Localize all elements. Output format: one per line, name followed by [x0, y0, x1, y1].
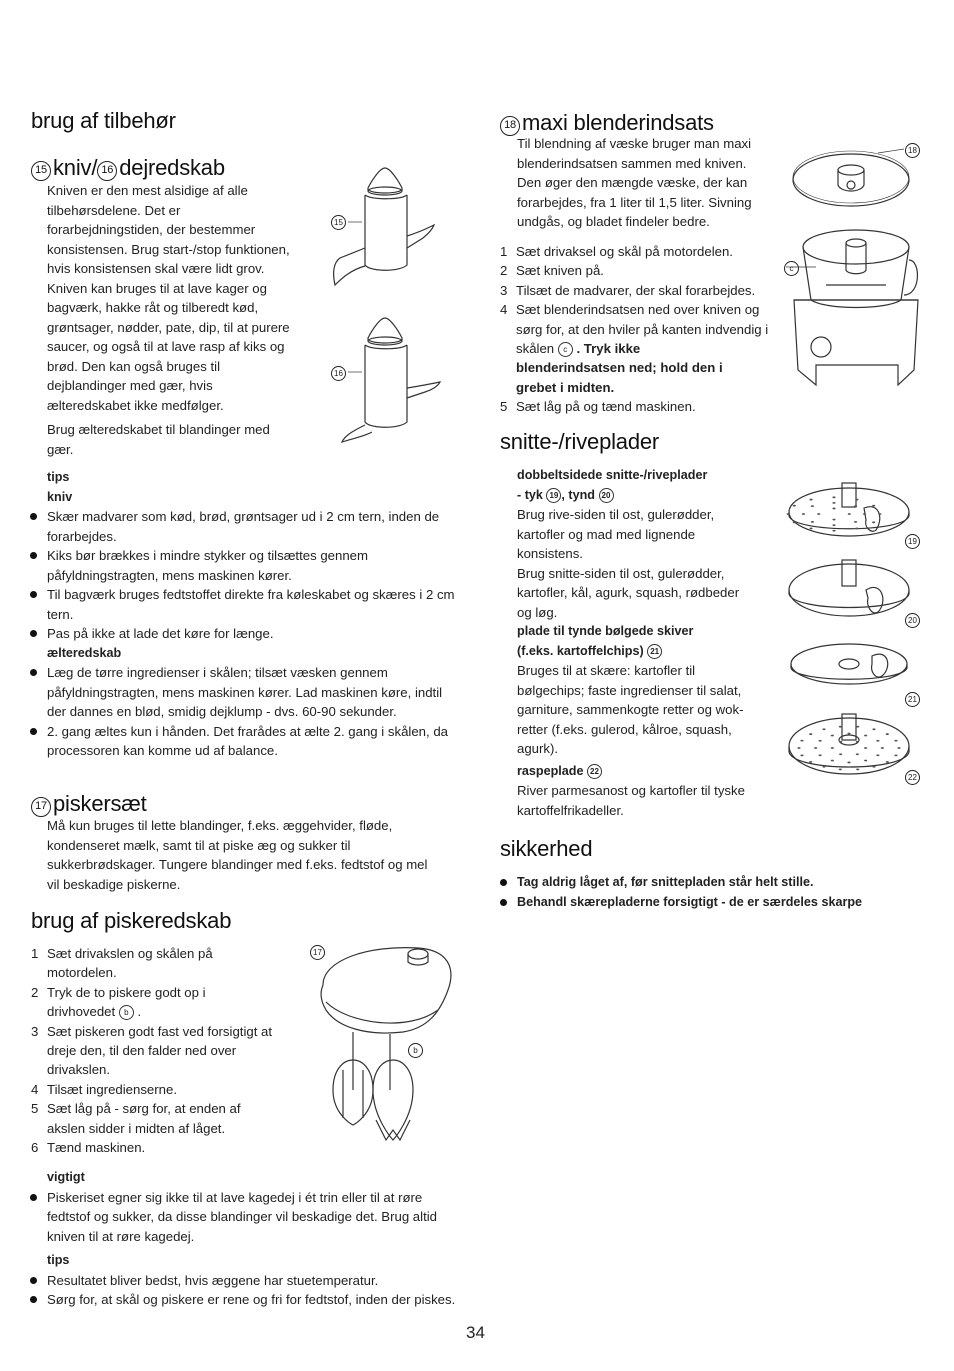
disc-hole	[855, 528, 858, 530]
dobbelt-text	[517, 505, 782, 622]
disc-hole	[839, 726, 842, 728]
maxi-intro-line: Den øger den mængde væske, der kan	[517, 175, 748, 190]
disc-hole	[831, 735, 834, 737]
dobbelt-label-2	[517, 486, 782, 506]
disc-hole	[856, 753, 859, 755]
maxi-intro-line: Til blendning af væske bruger man maxi	[517, 136, 752, 151]
disc-hole	[832, 524, 835, 526]
pisk-step-text: Sæt låg på - sørg for, at enden af	[47, 1101, 241, 1117]
maxi-intro-line: blenderindsatsen sammen med kniven.	[517, 155, 747, 171]
disc-hole	[811, 505, 814, 507]
disc-hole	[787, 513, 790, 515]
heading-kniv-dejredskab	[31, 155, 225, 181]
callout-15	[331, 215, 346, 230]
disc-hole	[819, 754, 822, 756]
raspe-label-text: raspeplade	[517, 763, 584, 778]
pisk-step	[31, 1080, 306, 1099]
disc-hole	[817, 513, 820, 515]
disc-hole	[832, 530, 835, 532]
boelge-text-line: bølgechips; faste ingredienser til salat,	[517, 682, 742, 698]
tips-aelte-item: Læg de tørre ingredienser i skålen; tilsæt væsken gennem påfyldningstragten, mens maskinen kører. Lad maskinen køre, indtil der dannes en blød, smidig dejklump - dvs. 60-90 sekunder.	[31, 663, 461, 722]
maxi-step-2-text: Sæt kniven på.	[516, 263, 604, 279]
boelge-text-line: garniture, sammenkogte retter og wok-	[517, 702, 744, 717]
heading-sikkerhed: sikkerhed	[500, 836, 593, 861]
dobbelt-text-line: konsistens.	[517, 546, 583, 561]
boelge-text-line: agurk).	[517, 741, 559, 756]
disc-hole	[872, 728, 875, 730]
kniv-para1-line: bagværk, hakke råt og tilberedt kød,	[47, 300, 259, 315]
pisk-tips-label: tips	[47, 1253, 70, 1267]
raspe-label	[517, 762, 782, 782]
heading-dejredskab-text: dejredskab	[119, 155, 225, 180]
maxi-step-4-bold2: blenderindsatsen ned; hold den i	[516, 360, 723, 376]
dobbelt-text-line: Brug rive-siden til ost, gulerødder,	[517, 507, 715, 522]
maxi-step-4-line3: skålen	[516, 341, 555, 357]
heading-snitte-riveplader: snitte-/riveplader	[500, 429, 660, 454]
pisk-step-text: drivhovedet	[47, 1004, 116, 1020]
disc-hole	[832, 502, 835, 504]
callout-18-label: 18	[905, 143, 920, 158]
disc-hole	[809, 733, 812, 735]
disc-hole	[797, 747, 800, 749]
kniv-description	[47, 181, 322, 459]
tips-section	[31, 468, 461, 761]
kniv-para1	[47, 181, 322, 415]
callout-21-label: 21	[905, 692, 920, 707]
piskersaet-text	[47, 816, 467, 894]
dobbelt-label-tynd: , tynd	[561, 487, 595, 502]
disc-hole	[872, 521, 875, 523]
callout-16	[331, 366, 346, 381]
pisk-step: 2 Tryk de to piskere godt op i drivhovedet b .	[31, 984, 206, 1020]
disc-hole	[832, 508, 835, 510]
disc-hole	[872, 505, 875, 507]
disc-hole	[832, 519, 835, 521]
callout-c-label: c	[784, 261, 799, 276]
pisk-step-num: 2	[31, 984, 39, 1000]
boelge-text	[517, 661, 782, 759]
maxi-intro-line: undgås, og bladet findeler bedre.	[517, 214, 710, 229]
heading-kniv-text: kniv/	[53, 155, 98, 180]
ref-c: c	[558, 342, 573, 357]
disc-hole	[831, 760, 834, 762]
pisk-step	[31, 1022, 306, 1080]
raspe-text-line: River parmesanost og kartofler til tyske	[517, 783, 745, 798]
maxi-step-4-bold1: . Tryk ikke	[576, 341, 641, 357]
maxi-intro-line: forarbejdes, fra 1 liter til 1,5 liter. Sivning	[517, 194, 752, 210]
maxi-step-3-num: 3	[500, 282, 508, 298]
pisk-step-num: 6	[31, 1140, 39, 1156]
callout-17	[310, 945, 325, 960]
piskersaet-text-line: Må kun bruges til lette blandinger, f.eks. æggehvider, fløde,	[47, 818, 393, 833]
disc-hole	[839, 768, 842, 770]
disc-hole	[881, 747, 884, 749]
maxi-step-5	[500, 397, 800, 416]
disc-hole	[878, 513, 881, 515]
callout-21	[905, 692, 920, 707]
dobbelt-text-line: kartofler, kål, agurk, squash, rødbeder	[517, 585, 740, 600]
ref-21: 21	[647, 644, 662, 659]
vigtigt-label: vigtigt	[47, 1170, 85, 1184]
pisk-step-num: 1	[31, 946, 39, 961]
tips-kniv-item: Til bagværk bruges fedtstoffet direkte fra køleskabet og skæres i 2 cm tern.	[31, 585, 461, 624]
knife-blade-illustration	[320, 160, 455, 305]
disc-hole	[864, 747, 867, 749]
heading-maxi-blenderindsats	[500, 110, 714, 136]
disc-hole	[809, 528, 812, 530]
disc-hole	[856, 741, 859, 743]
tips-aelte-label: ælteredskab	[47, 645, 122, 660]
kniv-para1-line: brød. Den kan også bruges til	[47, 358, 220, 374]
dough-tool-illustration	[320, 310, 455, 460]
disc-hole	[811, 521, 814, 523]
piskersaet-text-line: sukkerbrødskager. Tungere blandinger med f.eks. fedtstof og mel	[47, 857, 428, 872]
disc-hole	[793, 521, 796, 523]
piskeredskab-notes	[31, 1168, 461, 1310]
disc-hole	[847, 733, 850, 735]
heading-maxi-text: maxi blenderindsats	[522, 110, 714, 135]
kniv-para1-line: saucer, og også til at lave rasp af kiks og	[47, 339, 285, 354]
callout-22	[905, 770, 920, 785]
maxi-step-5-text: Sæt låg på og tænd maskinen.	[516, 399, 696, 415]
vigtigt-list	[31, 1188, 461, 1247]
tips-aelte-item: 2. gang æltes kun i hånden. Det frarådes at ælte 2. gang i skålen, da processoren kan komme ud af balance.	[31, 722, 461, 761]
raspe-text	[517, 781, 782, 820]
heading-piskersaet-text: piskersæt	[53, 791, 147, 816]
disc-hole	[822, 766, 825, 768]
maxi-step-2-num: 2	[500, 263, 508, 279]
disc-hole	[832, 496, 835, 498]
pisk-step-text: akslen sidder i midten af låget.	[47, 1120, 226, 1136]
tips-kniv-label: kniv	[47, 489, 73, 504]
pisk-step-num: 5	[31, 1101, 39, 1117]
callout-19-label: 19	[905, 534, 920, 549]
disc-hole	[864, 735, 867, 737]
kniv-para1-line: ælteredskabet ikke medfølger.	[47, 397, 224, 413]
ref-22: 22	[587, 764, 602, 779]
tips-kniv-item: Skær madvarer som kød, brød, grøntsager ud i 2 cm tern, inden de forarbejdes.	[31, 507, 461, 546]
maxi-step-1-num: 1	[500, 244, 508, 259]
whisk-illustration	[308, 940, 458, 1155]
kniv-para2-line: Brug ælteredskabet til blandinger med	[47, 422, 270, 437]
callout-b-label: b	[408, 1043, 423, 1058]
piskersaet-text-line: kondenseret mælk, samt til at piske æg og sukker til	[47, 837, 351, 853]
pisk-step-text: motordelen.	[47, 965, 117, 981]
callout-20-label: 20	[905, 613, 920, 628]
pisk-step-num: 3	[31, 1023, 39, 1039]
disc-hole	[831, 747, 834, 749]
ref-20: 20	[599, 488, 614, 503]
boelge-text-line: Bruges til at skære: kartofler til	[517, 663, 696, 678]
kniv-para1-line: grøntsager, nødder, pate, dip, til at purere	[47, 319, 290, 335]
dobbelt-text-line: kartofler og mad med lignende	[517, 526, 696, 542]
item-number-16: 16	[97, 161, 117, 181]
kniv-para1-line: tilbehørsdelene. Det er	[47, 202, 181, 218]
disc-hole	[894, 755, 897, 757]
maxi-step-4	[500, 300, 800, 397]
disc-hole	[848, 513, 851, 515]
ref-b: b	[119, 1005, 134, 1020]
disc-hole	[876, 754, 879, 756]
disc-hole	[863, 513, 866, 515]
vigtigt-item: Piskeriset egner sig ikke til at lave kagedej i ét trin eller til at røre fedtstof og sukker, da disse blandinger vil beskadige det. Brug altid kniven til at røre kagedej.	[31, 1188, 461, 1247]
disc-hole	[822, 728, 825, 730]
item-number-18: 18	[500, 116, 520, 136]
kniv-para2-line: gær.	[47, 441, 74, 457]
maxi-step-1	[500, 242, 800, 261]
callout-c	[784, 261, 799, 276]
disc-hole	[876, 740, 879, 742]
callout-18	[905, 143, 920, 158]
disc-hole	[872, 766, 875, 768]
pisk-step	[31, 944, 306, 983]
pisk-step-text: dreje den, til den falder ned over	[47, 1043, 237, 1059]
maxi-step-4-line1: Sæt blenderindsatsen ned over kniven og	[516, 302, 760, 318]
boelge-label-2	[517, 642, 782, 662]
boelge-label-text: (f.eks. kartoffelchips)	[517, 643, 644, 658]
pisk-step-text: drivakslen.	[47, 1062, 111, 1078]
callout-16-label: 16	[331, 366, 346, 381]
boelge-label-1: plade til tynde bølgede skiver	[517, 624, 694, 638]
kniv-para1-line: Kniven kan bruges til at lave kager og	[47, 280, 267, 296]
disc-hole	[839, 753, 842, 755]
disc-hole	[855, 499, 858, 501]
disc-hole	[886, 761, 889, 763]
kniv-para2	[47, 420, 322, 459]
pisk-step-text: Tryk de to piskere godt op i	[47, 984, 206, 1000]
maxi-step-4-bold3: grebet i midten.	[516, 379, 615, 395]
disc-hole	[856, 768, 859, 770]
disc-hole	[847, 762, 850, 764]
dobbelt-text-line: Brug snitte-siden til ost, gulerødder,	[517, 565, 725, 581]
pisk-step	[31, 1138, 306, 1157]
pisk-step-num: 4	[31, 1081, 39, 1097]
maxi-step-4-num: 4	[500, 302, 508, 318]
sikkerhed-item: Tag aldrig låget af, før snittepladen står helt stille.	[501, 873, 911, 893]
piskersaet-text-line: vil beskadige piskerne.	[47, 876, 181, 892]
ref-19: 19	[546, 488, 561, 503]
sikkerhed-item: Behandl skærepladerne forsigtigt - de er særdeles skarpe	[501, 893, 911, 913]
pisk-tips-item: Sørg for, at skål og piskere er rene og fri for fedtstof, inden der piskes.	[31, 1290, 461, 1310]
dobbelt-label-1: dobbeltsidede snitte-/riveplader	[517, 468, 708, 482]
pisk-step-text: Sæt piskeren godt fast ved forsigtigt at	[47, 1023, 273, 1039]
slicing-discs-illustration	[784, 478, 924, 788]
disc-hole	[809, 499, 812, 501]
piskeredskab-steps	[31, 944, 306, 1157]
kniv-para1-line: konsistensen. Brug start-/stop funktionen,	[47, 241, 290, 257]
disc-hole	[854, 505, 857, 507]
snitte-content	[517, 466, 782, 820]
raspe-text-line: kartoffelfrikadeller.	[517, 802, 624, 818]
callout-19	[905, 534, 920, 549]
disc-hole	[793, 505, 796, 507]
disc-hole	[864, 760, 867, 762]
disc-hole	[839, 741, 842, 743]
disc-hole	[854, 521, 857, 523]
callout-17-label: 17	[310, 945, 325, 960]
maxi-intro	[517, 134, 792, 232]
maxi-step-4-line2: sørg for, at den hviler på kanten indvendig i	[516, 321, 769, 337]
dobbelt-label-tyk: - tyk	[517, 487, 543, 502]
pisk-tips-item: Resultatet bliver bedst, hvis æggene har stuetemperatur.	[31, 1271, 461, 1291]
maxi-step-5-num: 5	[500, 399, 508, 415]
dobbelt-text-line: og løg.	[517, 604, 558, 620]
tips-aelte-list	[31, 663, 461, 761]
disc-hole	[856, 726, 859, 728]
boelge-text-line: retter (f.eks. gulerod, kålroe, squash,	[517, 721, 732, 737]
tips-label: tips	[47, 470, 70, 484]
pisk-step-text: Sæt drivakslen og skålen på	[47, 946, 213, 961]
tips-kniv-item: Pas på ikke at lade det køre for længe.	[31, 624, 461, 644]
tips-kniv-item: Kiks bør brækkes i mindre stykker og tilsættes gennem påfyldningstragten, mens maskinen kører.	[31, 546, 461, 585]
disc-hole	[894, 740, 897, 742]
tips-kniv-list	[31, 507, 461, 644]
callout-22-label: 22	[905, 770, 920, 785]
callout-b	[408, 1043, 423, 1058]
heading-brug-af-piskeredskab: brug af piskeredskab	[31, 908, 232, 933]
maxi-blender-illustration	[786, 135, 926, 405]
heading-piskersaet	[31, 791, 147, 817]
disc-hole	[819, 740, 822, 742]
callout-20	[905, 613, 920, 628]
disc-hole	[800, 755, 803, 757]
disc-hole	[802, 513, 805, 515]
item-number-17: 17	[31, 797, 51, 817]
heading-brug-af-tilbehor: brug af tilbehør	[31, 108, 176, 133]
disc-hole	[814, 747, 817, 749]
pisk-step	[31, 1099, 306, 1138]
kniv-para1-line: hvis konsistensen skal være lidt grov.	[47, 261, 265, 276]
disc-hole	[886, 733, 889, 735]
callout-15-label: 15	[331, 215, 346, 230]
disc-hole	[809, 761, 812, 763]
page-number: 34	[466, 1323, 485, 1342]
maxi-step-2	[500, 261, 800, 280]
pisk-step-text: Tænd maskinen.	[47, 1140, 146, 1156]
maxi-step-1-text: Sæt drivaksel og skål på motordelen.	[516, 244, 733, 259]
item-number-15: 15	[31, 161, 51, 181]
disc-hole	[800, 740, 803, 742]
disc-hole	[897, 747, 900, 749]
kniv-para1-line: forarbejdningstiden, der bestemmer	[47, 222, 256, 237]
kniv-para1-line: dejblandinger med gær, hvis	[47, 378, 213, 393]
sikkerhed-list	[501, 873, 911, 912]
kniv-para1-line: Kniven er den mest alsidige af alle	[47, 183, 248, 198]
pisk-step-text: Tilsæt ingredienserne.	[47, 1081, 177, 1097]
maxi-step-3-text: Tilsæt de madvarer, der skal forarbejdes.	[516, 282, 756, 298]
maxi-step-3	[500, 281, 800, 300]
pisk-tips-list	[31, 1271, 461, 1310]
maxi-steps	[500, 242, 800, 417]
